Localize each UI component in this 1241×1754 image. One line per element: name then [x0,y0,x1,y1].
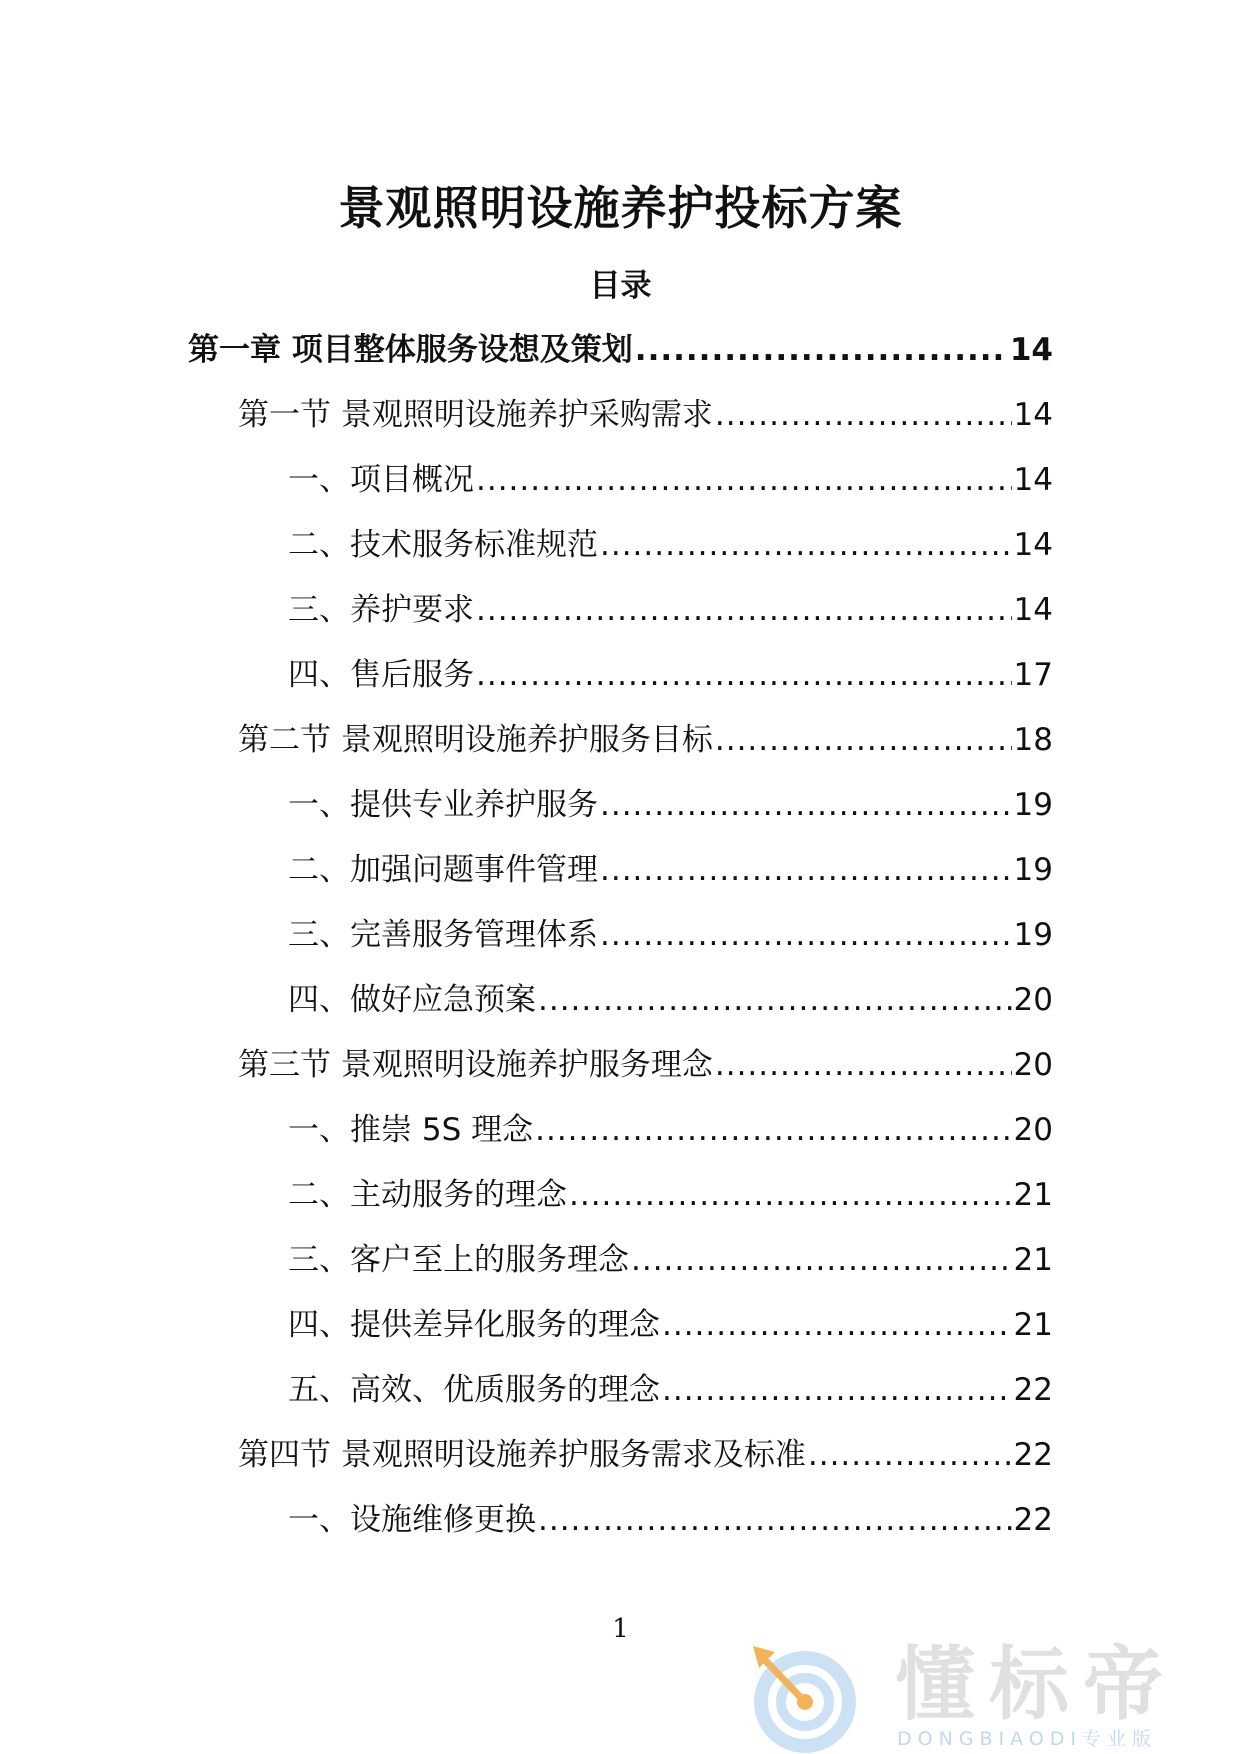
toc-entry-page: 14 [1013,527,1053,563]
toc-leader-dots [715,1043,1012,1087]
toc-entry-text: 三、完善服务管理体系 [288,917,598,953]
toc-leader-dots [538,1498,1012,1542]
toc-entry-page: 14 [1013,462,1053,498]
toc-entry-text: 三、客户至上的服务理念 [288,1242,629,1278]
toc-leader-dots [538,978,1012,1022]
toc-leader-dots [635,328,1008,372]
document-title: 景观照明设施养护投标方案 [338,181,903,235]
toc-entry-text: 四、做好应急预案 [288,982,536,1018]
toc-entry-text: 四、售后服务 [288,657,474,693]
toc-entry-text: 第四节 景观照明设施养护服务需求及标准 [238,1437,806,1473]
toc-entry-page: 19 [1013,787,1053,823]
toc-entry[interactable] [288,1498,1053,1542]
toc-leader-dots [715,393,1012,437]
toc-leader-dots [715,718,1012,762]
toc-leader-dots [600,783,1012,827]
toc-leader-dots [662,1303,1012,1347]
toc-entry-text: 一、项目概况 [288,462,474,498]
toc-leader-dots [600,913,1012,957]
toc-entry-text: 第一节 景观照明设施养护采购需求 [238,397,713,433]
toc-entry-text: 第一章 项目整体服务设想及策划 [188,332,633,368]
toc-entry-page: 20 [1013,1047,1053,1083]
toc-entry[interactable] [188,328,1053,372]
toc-leader-dots [569,1173,1012,1217]
watermark-brand-name: 懂标帝 [895,1638,1177,1731]
toc-entry[interactable] [288,1368,1053,1412]
toc-entry[interactable] [238,393,1053,437]
toc-entry[interactable] [288,913,1053,957]
toc-entry-page: 18 [1013,722,1053,758]
toc-entry[interactable] [288,783,1053,827]
toc-entry-text: 二、技术服务标准规范 [288,527,598,563]
toc-entry[interactable] [288,458,1053,502]
toc-entry[interactable] [288,1303,1053,1347]
toc-entry[interactable] [288,1108,1053,1152]
toc-entry-page: 14 [1009,332,1053,368]
toc-entry-text: 一、推崇 5S 理念 [288,1112,534,1148]
toc-leader-dots [476,458,1012,502]
toc-entry[interactable] [238,1043,1053,1087]
toc-entry-text: 四、提供差异化服务的理念 [288,1307,660,1343]
page-number: 1 [612,1614,629,1644]
toc-entry-page: 14 [1013,592,1053,628]
toc-entry-page: 14 [1013,397,1053,433]
toc-leader-dots [662,1368,1012,1412]
toc-entry[interactable] [288,1238,1053,1282]
toc-entry[interactable] [288,588,1053,632]
toc-leader-dots [476,653,1012,697]
toc-entry[interactable] [238,1433,1053,1477]
toc-entry-page: 19 [1013,917,1053,953]
toc-entry-text: 一、提供专业养护服务 [288,787,598,823]
toc-entry-text: 五、高效、优质服务的理念 [288,1372,660,1408]
toc-heading: 目录 [589,268,652,304]
watermark-subtitle: DONGBIAODI专业版 [897,1728,1158,1750]
toc-leader-dots [535,1108,1011,1152]
toc-leader-dots [631,1238,1012,1282]
toc-entry[interactable] [288,523,1053,567]
toc-entry[interactable] [288,848,1053,892]
toc-entry-text: 第二节 景观照明设施养护服务目标 [238,722,713,758]
toc-entry-text: 第三节 景观照明设施养护服务理念 [238,1047,713,1083]
toc-entry-page: 22 [1013,1502,1053,1538]
toc-entry-page: 21 [1013,1307,1053,1343]
toc-leader-dots [600,848,1012,892]
watermark [745,1640,1215,1750]
target-logo-icon [745,1640,875,1754]
toc-entry-page: 22 [1013,1437,1053,1473]
toc-leader-dots [808,1433,1012,1477]
toc-entry-page: 20 [1013,1112,1053,1148]
toc-leader-dots [476,588,1012,632]
toc-entry-page: 21 [1013,1242,1053,1278]
toc-entry-page: 22 [1013,1372,1053,1408]
toc-entry-page: 19 [1013,852,1053,888]
toc-entry-text: 二、主动服务的理念 [288,1177,567,1213]
toc-leader-dots [600,523,1012,567]
toc-entry-page: 21 [1013,1177,1053,1213]
toc-entry[interactable] [288,1173,1053,1217]
toc-entry-page: 20 [1013,982,1053,1018]
toc-entry-text: 二、加强问题事件管理 [288,852,598,888]
toc-entry-text: 一、设施维修更换 [288,1502,536,1538]
toc-entry-text: 三、养护要求 [288,592,474,628]
toc-entry[interactable] [238,718,1053,762]
toc-entry[interactable] [288,653,1053,697]
toc-entry-page: 17 [1013,657,1053,693]
toc-entry[interactable] [288,978,1053,1022]
